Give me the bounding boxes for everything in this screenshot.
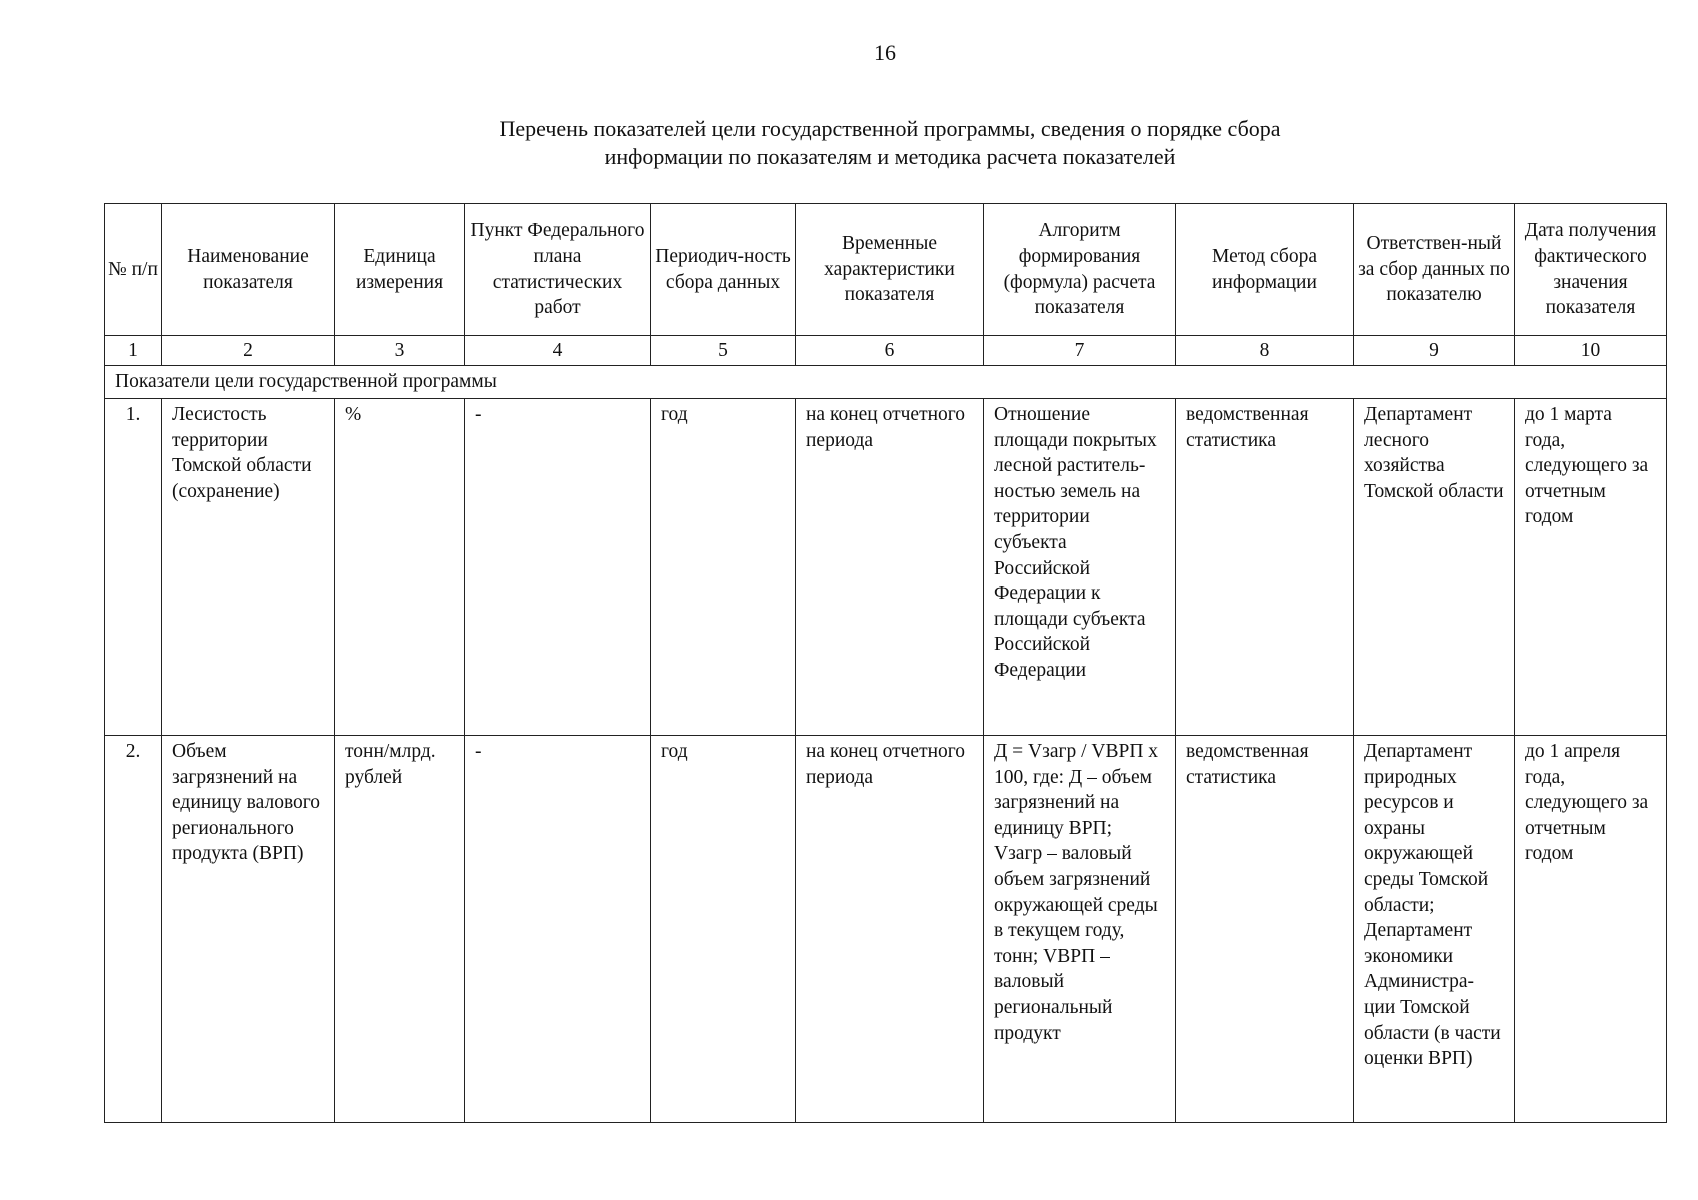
indicator-unit: % <box>335 399 465 736</box>
time-characteristics: на конец отчетного периода <box>796 399 984 736</box>
column-number-row <box>105 336 1667 366</box>
periodicity: год <box>651 399 796 736</box>
indicator-name: Лесистость территории Томской области (сохранение) <box>162 399 335 736</box>
document-title-line-2: информации по показателям и методика расчета показателей <box>604 144 1176 169</box>
table-header-row <box>105 204 1667 336</box>
column-number: 6 <box>796 336 984 366</box>
header-name: Наименование показателя <box>162 204 335 336</box>
section-title: Показатели цели государственной программы <box>105 366 1667 399</box>
header-num: № п/п <box>105 204 162 336</box>
column-number: 5 <box>651 336 796 366</box>
collection-method: ведомственная статистика <box>1176 399 1354 736</box>
indicators-table <box>104 203 1667 1123</box>
responsible-party: Департамент природных ресурсов и охраны окружающей среды Томской области; Департамент экономики Администра-ции Томской области (в части оценки ВРП) <box>1354 736 1515 1123</box>
column-number: 4 <box>465 336 651 366</box>
calculation-algorithm: Д = Vзагр / VВРП х 100, где: Д – объем загрязнений на единицу ВРП; Vзагр – валовый объем загрязнений окружающей среды в текущем году, тонн; VВРП – валовый региональный продукт <box>984 736 1176 1123</box>
header-plan-item: Пункт Федерального плана статистических работ <box>465 204 651 336</box>
time-characteristics: на конец отчетного периода <box>796 736 984 1123</box>
actual-value-date: до 1 марта года, следующего за отчетным годом <box>1515 399 1667 736</box>
header-algorithm: Алгоритм формирования (формула) расчета показателя <box>984 204 1176 336</box>
header-responsible: Ответствен-ный за сбор данных по показателю <box>1354 204 1515 336</box>
column-number: 1 <box>105 336 162 366</box>
section-row <box>105 366 1667 399</box>
actual-value-date: до 1 апреля года, следующего за отчетным годом <box>1515 736 1667 1123</box>
header-time-characteristics: Временные характеристики показателя <box>796 204 984 336</box>
row-number: 1. <box>105 399 162 736</box>
page-number: 16 <box>874 40 896 65</box>
column-number: 3 <box>335 336 465 366</box>
plan-item: - <box>465 736 651 1123</box>
column-number: 2 <box>162 336 335 366</box>
column-number: 7 <box>984 336 1176 366</box>
row-number: 2. <box>105 736 162 1123</box>
column-number: 9 <box>1354 336 1515 366</box>
document-title-line-1: Перечень показателей цели государственной программы, сведения о порядке сбора <box>499 116 1281 141</box>
header-method: Метод сбора информации <box>1176 204 1354 336</box>
table-row <box>105 399 1667 736</box>
document-title <box>380 115 1400 171</box>
column-number: 10 <box>1515 336 1667 366</box>
indicator-unit: тонн/млрд. рублей <box>335 736 465 1123</box>
table-row <box>105 736 1667 1123</box>
header-date: Дата получения фактического значения показателя <box>1515 204 1667 336</box>
periodicity: год <box>651 736 796 1123</box>
calculation-algorithm: Отношение площади покрытых лесной раститель-ностью земель на территории субъекта Российской Федерации к площади субъекта Российской Федерации <box>984 399 1176 736</box>
column-number: 8 <box>1176 336 1354 366</box>
collection-method: ведомственная статистика <box>1176 736 1354 1123</box>
plan-item: - <box>465 399 651 736</box>
header-unit: Единица измерения <box>335 204 465 336</box>
responsible-party: Департамент лесного хозяйства Томской области <box>1354 399 1515 736</box>
indicator-name: Объем загрязнений на единицу валового регионального продукта (ВРП) <box>162 736 335 1123</box>
header-periodicity: Периодич-ность сбора данных <box>651 204 796 336</box>
